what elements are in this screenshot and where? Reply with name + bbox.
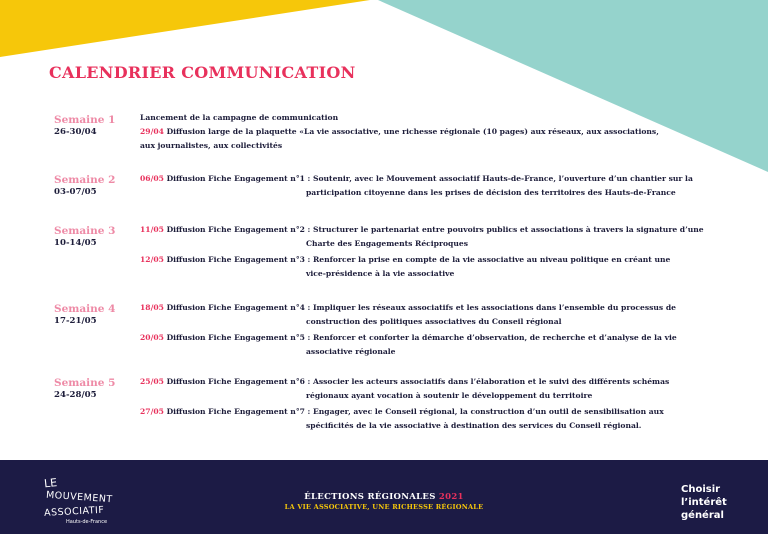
entry-continuation: Charte des Engagements Réciproques (306, 239, 468, 248)
entry-line (140, 301, 676, 316)
week-dates: 10-14/05 (54, 238, 97, 248)
entry-date: 18/05 (140, 303, 164, 312)
page-title: CALENDRIER COMMUNICATION (49, 63, 356, 82)
logo-word-mouvement: MOUVEMENT (45, 489, 114, 506)
week-5 (54, 377, 115, 401)
entry-line (140, 125, 659, 140)
entry-line (140, 172, 693, 187)
week-label: Semaine 4 (54, 303, 116, 315)
entry-text: Diffusion Fiche Engagement n°1 : Soutenir, avec le Mouvement associatif Hauts-de-France, l’ouverture d’un chantier sur la (163, 174, 693, 183)
entry-line: Lancement de la campagne de communication (140, 113, 339, 122)
week-label: Semaine 2 (54, 174, 116, 186)
week-2 (54, 174, 115, 198)
logo-subtitle: Hauts-de-France (66, 519, 108, 525)
election-year: 2021 (438, 492, 464, 502)
entry-line (140, 331, 677, 346)
entry-text: Diffusion Fiche Engagement n°6 : Associer les acteurs associatifs dans l’élaboration et le suivi des différents schémas (163, 377, 670, 386)
entry-date: 29/04 (140, 127, 164, 136)
week-3 (54, 225, 115, 249)
election-title-text: ÉLECTIONS RÉGIONALES (304, 492, 439, 502)
entry-text: Diffusion Fiche Engagement n°7 : Engager, avec le Conseil régional, la construction d’un outil de sensibilisation aux (163, 407, 664, 416)
tagline-line: général (681, 510, 724, 521)
entry-continuation: aux journalistes, aux collectivités (140, 141, 283, 150)
teal-corner-shape (378, 0, 768, 172)
entry-text: Diffusion large de la plaquette «La vie associative, une richesse régionale (10 pages) aux réseaux, aux associations, (163, 127, 659, 136)
entry-continuation: associative régionale (306, 347, 396, 356)
entry-text: Diffusion Fiche Engagement n°2 : Structurer le partenariat entre pouvoirs publics et associations à travers la signature d’une (163, 225, 704, 234)
entry-date: 27/05 (140, 407, 164, 416)
tagline-line: Choisir (681, 484, 721, 495)
tagline-line: l’intérêt (681, 497, 727, 508)
entry-continuation: spécificités de la vie associative à destination des services du Conseil régional. (306, 421, 642, 430)
week-1 (54, 114, 115, 138)
week-dates: 24-28/05 (54, 390, 97, 400)
week-dates: 26-30/04 (54, 127, 97, 137)
entry-text: Diffusion Fiche Engagement n°5 : Renforcer et conforter la démarche d’observation, de recherche et d’analyse de la vie (163, 333, 677, 342)
week-4 (54, 303, 115, 327)
yellow-corner-shape (0, 0, 370, 57)
entry-text: Diffusion Fiche Engagement n°4 : Impliquer les réseaux associatifs et les associations dans l’ensemble du processus de (163, 303, 676, 312)
week-label: Semaine 1 (54, 114, 116, 126)
week-dates: 17-21/05 (54, 316, 97, 326)
entry-line (140, 223, 704, 238)
entry-date: 06/05 (140, 174, 164, 183)
entry-date: 20/05 (140, 333, 164, 342)
entry-line (140, 253, 670, 268)
logo-word-le: LE (43, 476, 58, 491)
week-label: Semaine 3 (54, 225, 116, 237)
entry-date: 12/05 (140, 255, 164, 264)
week-label: Semaine 5 (54, 377, 116, 389)
election-subtitle: LA VIE ASSOCIATIVE, UNE RICHESSE RÉGIONALE (284, 503, 484, 511)
entry-continuation: participation citoyenne dans les prises de décision des territoires des Hauts-de-France (306, 188, 676, 197)
entry-line (140, 375, 669, 390)
week-dates: 03-07/05 (54, 187, 97, 197)
entry-date: 25/05 (140, 377, 164, 386)
entry-continuation: régionaux ayant vocation à soutenir le développement du territoire (306, 391, 593, 400)
logo-word-associatif: ASSOCIATIF (43, 504, 105, 519)
entry-text: Diffusion Fiche Engagement n°3 : Renforcer la prise en compte de la vie associative au niveau politique en créant une (163, 255, 671, 264)
election-title (0, 492, 768, 502)
tagline (681, 483, 727, 522)
entry-date: 11/05 (140, 225, 164, 234)
entry-continuation: construction des politiques associatives du Conseil régional (306, 317, 562, 326)
entry-continuation: vice-présidence à la vie associative (306, 269, 455, 278)
entry-line (140, 405, 664, 420)
